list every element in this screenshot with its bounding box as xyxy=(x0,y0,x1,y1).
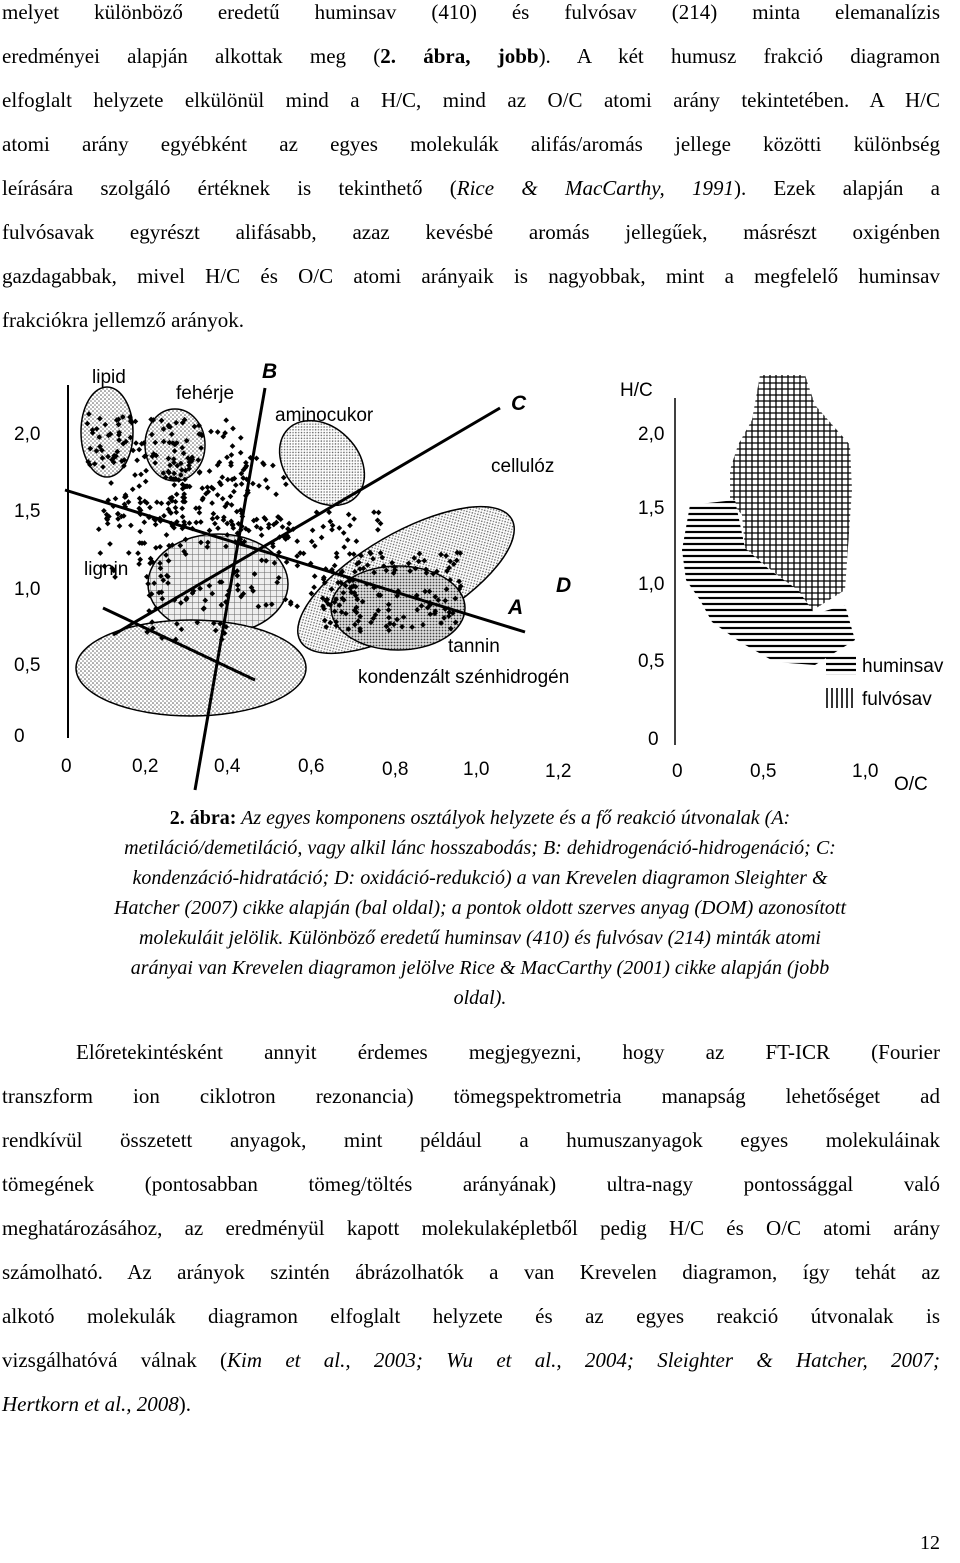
text-line: meghatározásához, az eredményül kapott molekulaképletből pedig H/C és O/C atomi arány xyxy=(2,1216,940,1240)
dom-point xyxy=(238,435,244,441)
path-label-A: A xyxy=(508,596,524,619)
legend-huminsav: huminsav xyxy=(862,656,944,677)
text-line: tömegének (pontosabban tömeg/töltés arányának) ultra-nagy pontossággal való xyxy=(2,1172,940,1196)
dom-point xyxy=(215,525,221,531)
x-tick: 0,8 xyxy=(382,759,409,780)
label-feherje: fehérje xyxy=(176,383,235,404)
right-ylabel: H/C xyxy=(620,380,653,401)
dom-point xyxy=(171,482,177,488)
kondenzalt-region xyxy=(76,620,306,716)
y-tick: 0,5 xyxy=(14,655,41,676)
dom-point xyxy=(174,491,180,497)
dom-point xyxy=(157,544,163,550)
dom-point xyxy=(138,500,144,506)
dom-point xyxy=(310,527,316,533)
dom-point xyxy=(280,524,286,530)
dom-point xyxy=(143,468,149,474)
text-line: melyet különböző eredetű huminsav (410) és fulvósav (214) minta elemanalízis xyxy=(2,0,940,24)
label-lipid: lipid xyxy=(92,367,126,388)
dom-point xyxy=(179,506,185,512)
label-cellulose: cellulóz xyxy=(491,456,555,477)
dom-point xyxy=(320,524,326,530)
dom-point xyxy=(309,539,315,545)
dom-point xyxy=(143,479,149,485)
dom-point xyxy=(207,468,213,474)
dom-point xyxy=(161,513,167,519)
dom-point xyxy=(134,457,140,463)
right-xlabel: O/C xyxy=(894,774,928,795)
caption-line: arányai van Krevelen diagramon jelölve Rice & MacCarthy (2001) cikke alapján (jobb xyxy=(130,957,830,979)
legend-fulvosav: fulvósav xyxy=(862,689,932,710)
text-line: gazdagabbak, mivel H/C és O/C atomi arányaik is nagyobbak, mint a megfelelő huminsav xyxy=(2,264,940,288)
dom-point xyxy=(199,485,205,491)
dom-point xyxy=(347,523,353,529)
dom-point xyxy=(294,603,300,609)
dom-point xyxy=(108,480,114,486)
dom-point xyxy=(259,532,265,538)
dom-point xyxy=(164,532,170,538)
dom-point xyxy=(229,502,235,508)
caption-line: molekuláit jelölik. Különböző eredetű huminsav (410) és fulvósav (214) minták atomi xyxy=(139,927,821,949)
dom-point xyxy=(225,477,231,483)
legend-swatch-huminsav xyxy=(826,655,856,675)
right-diagram xyxy=(620,375,944,795)
dom-point xyxy=(136,483,142,489)
dom-point xyxy=(230,426,236,432)
dom-point xyxy=(311,584,317,590)
dom-point xyxy=(113,496,119,502)
dom-point xyxy=(153,545,159,551)
dom-point xyxy=(215,429,221,435)
dom-point xyxy=(137,529,143,535)
text-line: frakciókra jellemző arányok. xyxy=(2,308,244,332)
dom-point xyxy=(137,557,143,563)
page-number: 12 xyxy=(920,1532,940,1554)
dom-point xyxy=(205,484,211,490)
caption-line: 2. ábra: Az egyes komponens osztályok helyzete és a fő reakció útvonalak (A: xyxy=(169,807,791,829)
text-line: vizsgálhatóvá válnak (Kim et al., 2003; Wu et al., 2004; Sleighter & Hatcher, 2007; xyxy=(2,1348,940,1372)
text-line: Hertkorn et al., 2008). xyxy=(2,1392,191,1416)
dom-point xyxy=(136,447,142,453)
paragraph-1 xyxy=(2,0,940,342)
dom-point xyxy=(286,521,292,527)
dom-point xyxy=(256,483,262,489)
y-tick: 2,0 xyxy=(14,424,41,445)
dom-point xyxy=(375,527,381,533)
dom-point xyxy=(211,511,217,517)
left-diagram xyxy=(14,360,571,790)
dom-point xyxy=(117,523,123,529)
van-krevelen-diagrams xyxy=(0,350,960,800)
y-tick: 0 xyxy=(14,726,25,747)
y-tick: 0 xyxy=(648,729,659,750)
text-line: eredményei alapján alkottak meg (2. ábra, jobb). A két humusz frakció diagramon xyxy=(2,44,941,68)
dom-point xyxy=(341,544,347,550)
dom-point xyxy=(107,541,113,547)
y-tick: 1,0 xyxy=(638,574,665,595)
dom-point xyxy=(239,481,245,487)
caption-line: oldal). xyxy=(453,987,507,1009)
x-tick: 0,4 xyxy=(214,756,241,777)
dom-point xyxy=(345,537,351,543)
dom-point xyxy=(141,519,147,525)
text-line: fulvósavak egyrészt alifásabb, azaz kevésbé aromás jellegűek, másrészt oxigénben xyxy=(2,220,940,244)
dom-point xyxy=(283,481,289,487)
dom-point xyxy=(130,486,136,492)
path-label-B: B xyxy=(262,360,278,383)
x-tick: 0,5 xyxy=(750,761,777,782)
dom-point xyxy=(180,514,186,520)
dom-point xyxy=(135,550,141,556)
dom-point xyxy=(173,505,179,511)
dom-point xyxy=(223,417,229,423)
dom-point xyxy=(105,521,111,527)
dom-point xyxy=(209,500,215,506)
caption-line: metiláció/demetiláció, vagy alkil lánc hosszabodás; B: dehidrogenáció-hidrogenáció; C: xyxy=(124,837,836,859)
dom-point xyxy=(334,554,340,560)
dom-point xyxy=(159,500,165,506)
dom-point xyxy=(319,535,325,541)
label-aminocukor: aminocukor xyxy=(275,405,374,426)
dom-point xyxy=(133,440,139,446)
y-tick: 1,0 xyxy=(14,579,41,600)
text-line: atomi arány egyébként az egyes molekulák alifás/aromás jellege közötti különbség xyxy=(2,132,940,156)
dom-point xyxy=(198,519,204,525)
dom-point xyxy=(215,492,221,498)
x-tick: 1,2 xyxy=(545,761,572,782)
dom-point xyxy=(231,489,237,495)
dom-point xyxy=(126,550,132,556)
dom-point xyxy=(208,429,214,435)
dom-point xyxy=(346,512,352,518)
x-tick: 0,6 xyxy=(298,756,325,777)
figure-caption xyxy=(0,803,960,1013)
y-tick: 2,0 xyxy=(638,424,665,445)
dom-point xyxy=(173,509,179,515)
caption-line: kondenzáció-hidratáció; D: oxidáció-redukció) a van Krevelen diagramon Sleighter & xyxy=(132,867,828,889)
dom-point xyxy=(214,515,220,521)
x-tick: 0 xyxy=(672,761,683,782)
path-label-D: D xyxy=(556,574,572,597)
caption-line: Hatcher (2007) cikke alapján (bal oldal); a pontok oldott szerves anyag (DOM) azonosított xyxy=(113,897,847,919)
dom-point xyxy=(354,538,360,544)
dom-point xyxy=(136,561,142,567)
paragraph-2 xyxy=(2,1030,940,1426)
dom-point xyxy=(233,482,239,488)
text-line: leírására szolgáló értéknek is tekinthető (Rice & MacCarthy, 1991). Ezek alapján a xyxy=(2,176,940,200)
dom-point xyxy=(210,516,216,522)
dom-point xyxy=(270,463,276,469)
x-tick: 1,0 xyxy=(852,761,879,782)
dom-point xyxy=(224,454,230,460)
label-kondenzalt: kondenzált szénhidrogén xyxy=(358,667,570,688)
dom-point xyxy=(371,509,377,515)
dom-point xyxy=(376,510,382,516)
dom-point xyxy=(250,481,256,487)
dom-point xyxy=(220,496,226,502)
path-label-C: C xyxy=(511,392,527,415)
label-lignin: lignin xyxy=(84,559,129,580)
text-line: alkotó molekulák diagramon elfoglalt helyzete és az egyes reakció útvonalak is xyxy=(2,1304,940,1328)
dom-point xyxy=(351,516,357,522)
dom-point xyxy=(212,521,218,527)
dom-point xyxy=(197,470,203,476)
dom-point xyxy=(294,538,300,544)
dom-point xyxy=(197,510,203,516)
dom-point xyxy=(187,520,193,526)
y-tick: 1,5 xyxy=(638,498,665,519)
dom-point xyxy=(312,573,318,579)
dom-point xyxy=(312,543,318,549)
text-line: elfoglalt helyzete elkülönül mind a H/C, mind az O/C atomi arány tekintetében. A H/C xyxy=(2,88,940,112)
dom-point xyxy=(137,496,143,502)
y-tick: 0,5 xyxy=(638,651,665,672)
y-tick: 1,5 xyxy=(14,501,41,522)
dom-point xyxy=(238,450,244,456)
dom-point xyxy=(263,477,269,483)
dom-point xyxy=(230,443,236,449)
legend-swatch-fulvosav xyxy=(826,688,856,708)
dom-point xyxy=(132,472,138,478)
dom-point xyxy=(329,527,335,533)
dom-point xyxy=(193,520,199,526)
dom-point xyxy=(228,494,234,500)
label-tannin: tannin xyxy=(448,636,500,657)
dom-point xyxy=(196,505,202,511)
dom-point xyxy=(219,474,225,480)
dom-point xyxy=(341,530,347,536)
dom-point xyxy=(138,472,144,478)
dom-point xyxy=(266,525,272,531)
dom-point xyxy=(97,550,103,556)
figure-2 xyxy=(0,350,960,800)
dom-point xyxy=(229,452,235,458)
dom-point xyxy=(96,526,102,532)
text-line: számolható. Az arányok szintén ábrázolhatók a van Krevelen diagramon, így tehát az xyxy=(2,1260,940,1284)
dom-point xyxy=(273,491,279,497)
x-tick: 1,0 xyxy=(463,759,490,780)
dom-point xyxy=(332,563,338,569)
dom-point xyxy=(147,505,153,511)
dom-point xyxy=(128,523,134,529)
x-tick: 0 xyxy=(61,756,72,777)
text-line: rendkívül összetett anyagok, mint például a humuszanyagok egyes molekuláinak xyxy=(2,1128,940,1152)
dom-point xyxy=(336,525,342,531)
text-line: Előretekintésként annyit érdemes megjegyezni, hogy az FT-ICR (Fourier xyxy=(76,1040,940,1064)
text-line: transzform ion ciklotron rezonancia) tömegspektrometria manapság lehetőséget ad xyxy=(2,1084,940,1108)
dom-point xyxy=(265,485,271,491)
x-tick: 0,2 xyxy=(132,756,159,777)
dom-point xyxy=(154,499,160,505)
